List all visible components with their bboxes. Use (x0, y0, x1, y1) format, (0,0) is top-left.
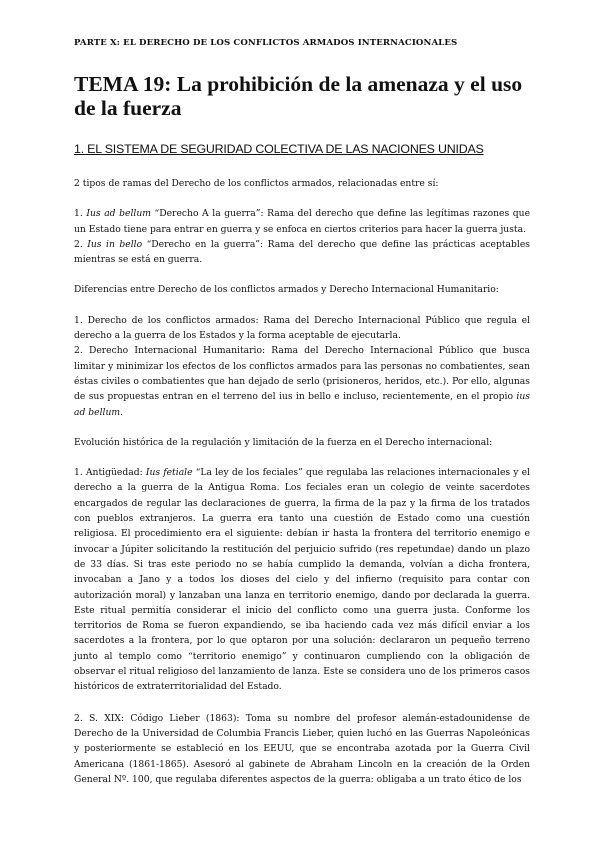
latin-term: Ius in bello (87, 238, 143, 250)
latin-term: ius ad bellum (74, 391, 530, 418)
item-number: 2. (74, 238, 88, 250)
branch-item-1 (74, 206, 530, 237)
item-number: 1. (74, 208, 87, 220)
evolution-item-1 (74, 465, 530, 694)
page-title: TEMA 19: La prohibición de la amenaza y el uso de la fuerza (74, 72, 523, 120)
item-lead: 1. Antigüedad: (74, 467, 146, 479)
latin-term: Ius ad bellum (86, 208, 151, 220)
item-end: . (120, 406, 124, 418)
part-heading: PARTE X: EL DERECHO DE LOS CONFLICTOS ARMADOS INTERNACIONALES (74, 38, 458, 48)
difference-item-1: 1. Derecho de los conflictos armados: Rama del Derecho Internacional Público que regula el derecho a la guerra de los Estados y la forma aceptable de ejecutarla. (74, 314, 530, 342)
item-text: “Derecho A la guerra”: Rama del derecho que define las legítimas razones que un Estado tiene para entrar en guerra y se enfoca en ciertos criterios para hacer la guerra justa. (74, 208, 531, 235)
differences-intro: Diferencias entre Derecho de los conflictos armados y Derecho Internacional Humanitario: (74, 284, 499, 296)
difference-item-2 (74, 343, 530, 419)
latin-term: Ius fetiale (145, 467, 193, 479)
item-text: “La ley de los feciales” que regulaba las relaciones internacionales y el derecho a la guerra de la Antigua Roma. Los feciales eran un colegio de veinte sacerdotes encargados de regular las declaraciones de guerra, la firma de la paz y la firma de los tratados con pueblos extranjeros. La guerra era tanto una cuestión de Estado como una cuestión religiosa. El procedimiento era el siguiente: debían ir hasta la frontera del territorio enemigo e invocar a Júpiter solicitando la restitución del perjuicio sufrido (res repetundae) dando un plazo de 33 días. Si tras este periodo no se había cumplido la demanda, volvían a dicha frontera, invocaban a Jano y a todos los dioses del cielo y del infierno (requisito para contar con autorización moral) y lanzaban una lanza en territorio enemigo, dando por declarada la guerra. Este ritual permitía considerar el inicio del conflicto como una guerra justa. Conforme los territorios de Roma se fueron expandiendo, se iba haciendo cada vez más difícil enviar a los sacerdotes a la frontera, por lo que optaron por una solución: declararon un pequeño terreno junto al templo como “territorio enemigo” y continuaron cumpliendo con la obligación de observar el ritual religioso del lanzamiento de lanza. Este se considera uno de los primeros casos históricos de extraterritorialidad del Estado. (74, 467, 530, 693)
section-heading: 1. EL SISTEMA DE SEGURIDAD COLECTIVA DE LAS NACIONES UNIDAS (74, 142, 484, 156)
branch-item-2 (74, 237, 530, 268)
evolution-item-2: 2. S. XIX: Código Lieber (1863): Toma su nombre del profesor alemán-estadounidense de Derecho de la Universidad de Columbia Francis Lieber, quien luchó en las Guerras Napoleónicas y posteriormente se estableció en los EEUU, que se encontraba azotada por la Guerra Civil Americana (1861-1865). Asesoró al gabinete de Abraham Lincoln en la creación de la Orden General Nº. 100, que regulaba diferentes aspectos de la guerra: obligaba a un trato ético de los (74, 712, 530, 785)
item-text: “Derecho en la guerra”: Rama del derecho que define las prácticas aceptables mientras se está en guerra. (74, 238, 530, 266)
evolution-intro: Evolución histórica de la regulación y limitación de la fuerza en el Derecho internacional: (74, 436, 493, 448)
item-text: 2. Derecho Internacional Humanitario: Rama del Derecho Internacional Público que busca limitar y minimizar los efectos de los conflictos armados para las personas no combatientes, sean éstas civiles o combatientes que han dejado de serlo (prisioneros, heridos, etc.). Por ello, algunas de sus propuestas entran en el terreno del ius in bello e incluso, recientemente, en el propio (74, 345, 530, 403)
branches-intro: 2 tipos de ramas del Derecho de los conflictos armados, relacionadas entre sí: (74, 178, 439, 189)
